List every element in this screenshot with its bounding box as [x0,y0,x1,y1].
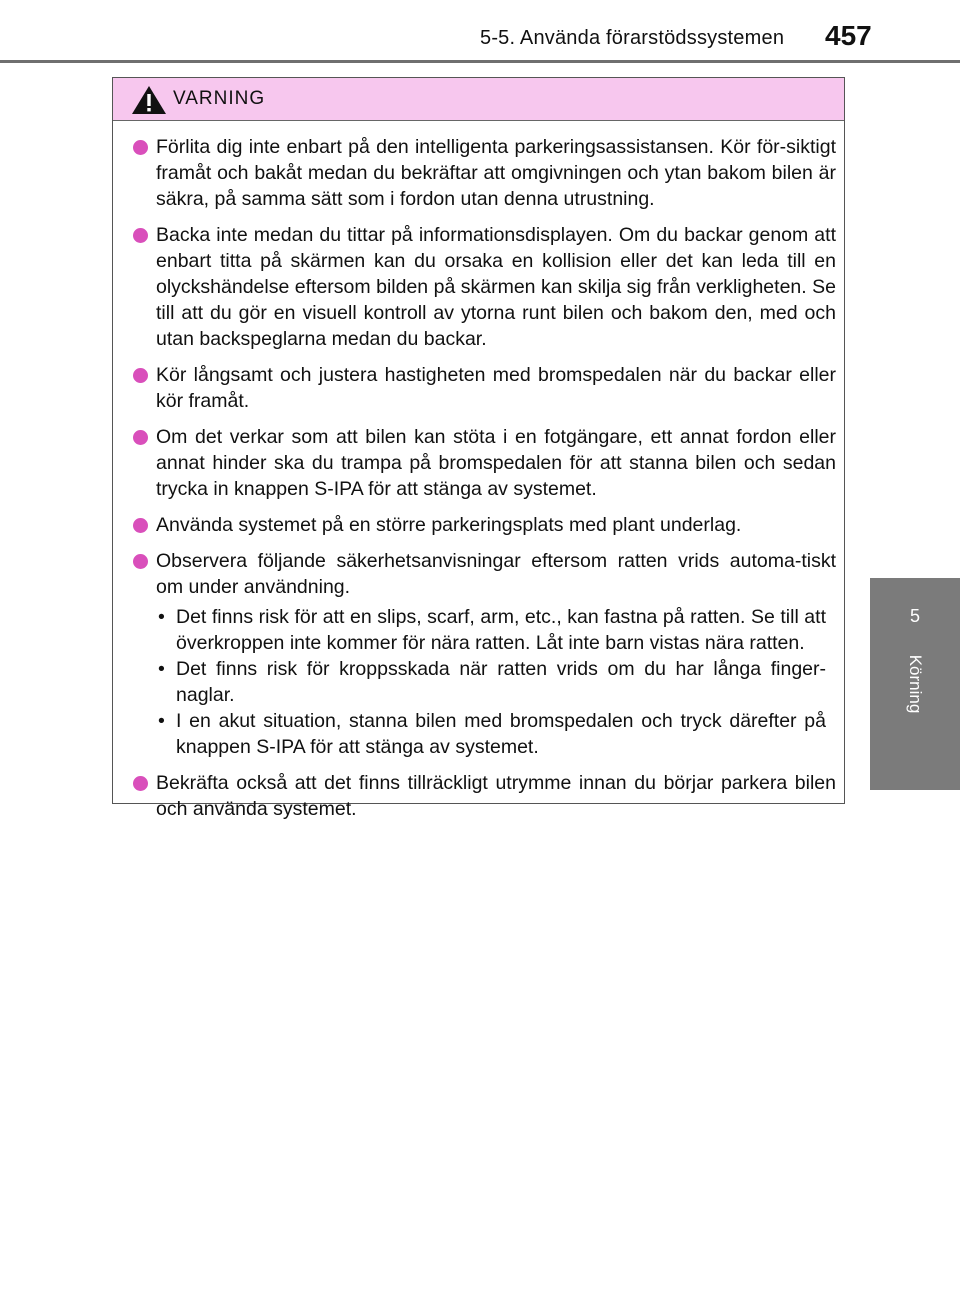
page-number: 457 [825,20,872,51]
warning-item [133,770,836,822]
warning-item [133,512,836,538]
warning-body [113,121,844,822]
warning-header [113,78,844,121]
bullet-icon [133,430,148,445]
warning-item-text: Observera följande säkerhetsanvisningar eftersom ratten vrids automa-tiskt om under användning. [156,550,836,598]
warning-title: VARNING [173,88,266,109]
sub-list [156,604,836,760]
bullet-icon [133,776,148,791]
warning-item-text: Bekräfta också att det finns tillräckligt utrymme innan du börjar parkera bilen och använda systemet. [156,772,836,820]
sub-item [156,708,826,760]
chapter-tab [870,578,960,790]
bullet-icon [133,518,148,533]
warning-item-text: Om det verkar som att bilen kan stöta i en fotgängare, ett annat fordon eller annat hinder ska du trampa på bromspedalen för att stanna bilen och sedan trycka in knappen S-IPA för att stänga av systemet. [156,426,836,500]
sub-bullet-icon: • [158,710,165,732]
warning-item-text: Använda systemet på en större parkeringsplats med plant underlag. [156,514,742,536]
sub-item-text: Det finns risk för att en slips, scarf, arm, etc., kan fastna på ratten. Se till att överkroppen inte kommer för nära ratten. Låt inte barn vistas nära ratten. [176,606,826,654]
warning-item-text: Förlita dig inte enbart på den intelligenta parkeringsassistansen. Kör för-siktigt framåt och bakåt medan du bekräftar att omgivningen och ytan bakom bilen är säkra, på samma sätt som i fordon utan denna utrustning. [156,136,836,210]
chapter-number: 5 [909,606,920,626]
bullet-icon [133,554,148,569]
warning-triangle-icon [131,85,167,115]
warning-item [133,222,836,352]
warning-item [133,548,836,760]
sub-bullet-icon: • [158,606,165,628]
sub-item [156,604,826,656]
bullet-icon [133,368,148,383]
chapter-label: Körning [906,654,925,714]
header-divider [0,60,960,63]
warning-item-text: Backa inte medan du tittar på informationsdisplayen. Om du backar genom att enbart titta på skärmen kan du orsaka en kollision eller det kan leda till en olyckshändelse eftersom bilden på skärmen kan skilja sig från verkligheten. Se till att du gör en visuell kontroll av ytorna runt bilen och bakom den, med och utan backspeglarna medan du backar. [156,224,836,350]
warning-item [133,362,836,414]
bullet-icon [133,140,148,155]
sub-item [156,656,826,708]
sub-item-text: Det finns risk för kroppsskada när ratten vrids om du har långa finger-naglar. [176,658,826,706]
warning-item [133,424,836,502]
warning-item-text: Kör långsamt och justera hastigheten med bromspedalen när du backar eller kör framåt. [156,364,836,412]
sub-bullet-icon: • [158,658,165,680]
section-title: 5-5. Använda förarstödssystemen [480,27,785,49]
sub-item-text: I en akut situation, stanna bilen med bromspedalen och tryck därefter på knappen S-IPA för att stänga av systemet. [176,710,826,758]
bullet-icon [133,228,148,243]
warning-item [133,134,836,212]
warning-box [112,77,845,820]
